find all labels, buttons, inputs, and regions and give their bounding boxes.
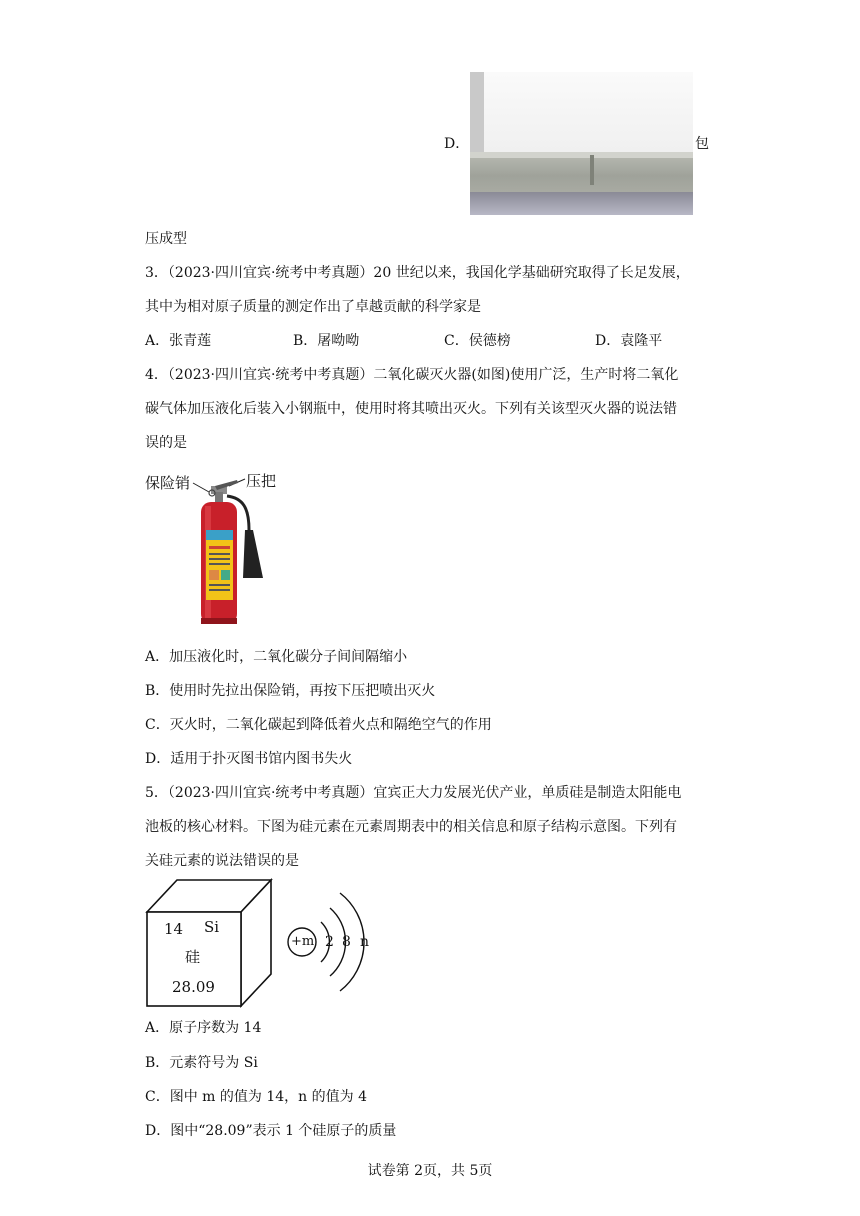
q4-option-b: B．使用时先拉出保险销，再按下压把喷出灭火 (145, 683, 436, 699)
atomic-structure-diagram (285, 885, 385, 997)
q4-stem-line2: 碳气体加压液化后装入小钢瓶中，使用时将其喷出灭火。下列有关该型灭火器的说法错 (145, 401, 677, 417)
label-press-handle: 压把 (246, 472, 277, 490)
q2-option-d-continuation: 压成型 (145, 231, 187, 247)
element-name: 硅 (185, 948, 201, 966)
relative-atomic-mass: 28.09 (172, 978, 215, 996)
q4-stem-line1: 4．（2023·四川宜宾·统考中考真题）二氧化碳灭火器(如图)使用广泛，生产时将二氧化 (145, 367, 679, 383)
q2-option-d-trailing: 包 (695, 136, 709, 152)
q3-option-c: C．侯德榜 (444, 333, 511, 349)
q3-option-a: A．张青莲 (145, 333, 212, 349)
label-safety-pin: 保险销 (145, 474, 191, 492)
q4-option-d: D．适用于扑灭图书馆内图书失火 (145, 751, 353, 767)
q3-option-b: B．屠呦呦 (293, 333, 360, 349)
q5-option-a: A．原子序数为 14 (145, 1020, 262, 1036)
q4-stem-line3: 误的是 (145, 435, 187, 451)
q3-stem-line1: 3．（2023·四川宜宾·统考中考真题）20 世纪以来，我国化学基础研究取得了长足发展， (145, 265, 690, 281)
q4-option-c: C．灭火时，二氧化碳起到降低着火点和隔绝空气的作用 (145, 717, 492, 733)
q5-option-b: B．元素符号为 Si (145, 1055, 258, 1071)
shell-2-electrons: 8 (342, 934, 351, 950)
q5-stem-line3: 关硅元素的说法错误的是 (145, 853, 299, 869)
periodic-element-cell (145, 878, 275, 1008)
fire-extinguisher-figure (145, 468, 285, 630)
q5-stem-line1: 5．（2023·四川宜宾·统考中考真题）宜宾正大力发展光伏产业，单质硅是制造太阳能电 (145, 785, 682, 801)
q5-option-c: C．图中 m 的值为 14，n 的值为 4 (145, 1089, 367, 1105)
q4-option-a: A．加压液化时，二氧化碳分子间间隔缩小 (145, 649, 408, 665)
q3-option-d: D．袁隆平 (595, 333, 663, 349)
q2-option-d-label: D． (444, 136, 470, 152)
element-symbol: Si (204, 918, 220, 936)
q5-option-d: D．图中“28.09”表示 1 个硅原子的质量 (145, 1123, 397, 1139)
q5-stem-line2: 池板的核心材料。下图为硅元素在元素周期表中的相关信息和原子结构示意图。下列有 (145, 819, 677, 835)
shell-1-electrons: 2 (325, 934, 334, 950)
shell-3-electrons: n (360, 934, 370, 950)
atomic-number: 14 (164, 920, 184, 938)
nucleus-charge: +m (291, 934, 315, 949)
q2-option-d-photo (470, 72, 693, 215)
page-footer: 试卷第 2页，共 5页 (367, 1163, 493, 1179)
fire-extinguisher-icon (145, 468, 285, 630)
q3-stem-line2: 其中为相对原子质量的测定作出了卓越贡献的科学家是 (145, 299, 481, 315)
